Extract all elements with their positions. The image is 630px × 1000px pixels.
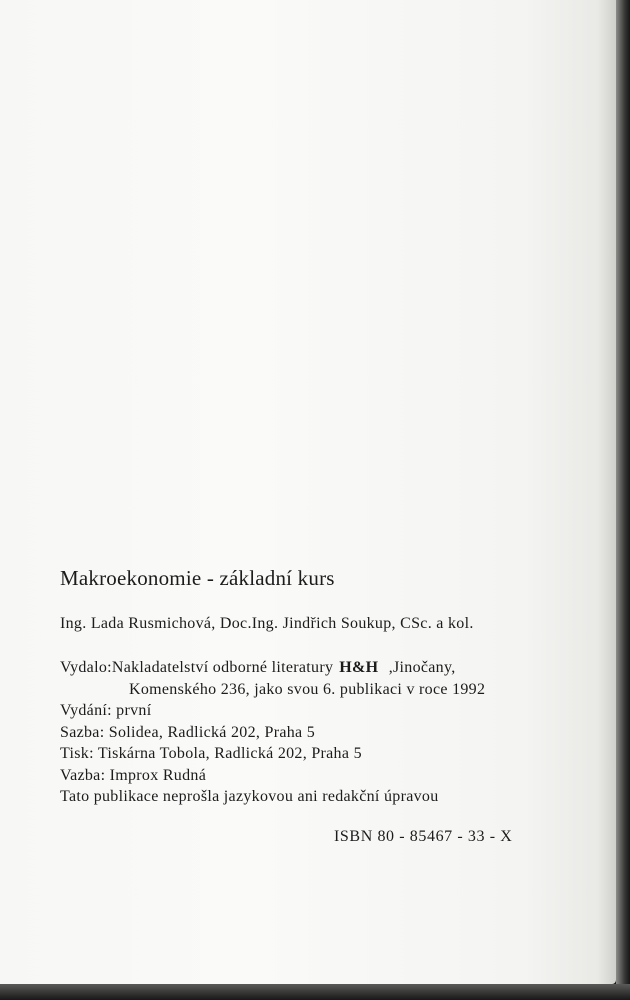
- printing-line: Tisk: Tiskárna Tobola, Radlická 202, Praha 5: [60, 745, 362, 762]
- book-title: Makroekonomie - základní kurs: [60, 566, 335, 590]
- publisher-text: [60, 659, 384, 676]
- publisher-name: Nakladatelství odborné literatury: [111, 659, 334, 676]
- binding-line: Vazba: Improx Rudná: [60, 766, 207, 784]
- publisher-brand: H&H: [339, 659, 379, 676]
- publisher-address-line: Komenského 236, jako svou 6. publikaci v roce 1992: [129, 680, 486, 698]
- published-label: Vydalo:: [60, 659, 112, 676]
- publisher-location: ,Jinočany,: [388, 659, 456, 676]
- page-edge-shadow: [616, 0, 630, 1000]
- edition-line: Vydání: první: [60, 702, 152, 719]
- typesetting-line: Sazba: Solidea, Radlická 202, Praha 5: [60, 723, 316, 741]
- imprint-block: [60, 657, 577, 808]
- isbn-number: ISBN 80 - 85467 - 33 - X: [334, 828, 513, 845]
- editorial-note-line: Tato publikace neprošla jazykovou ani redakční úpravou: [60, 788, 439, 805]
- book-authors: Ing. Lada Rusmichová, Doc.Ing. Jindřich Soukup, CSc. a kol.: [60, 615, 474, 632]
- publisher-line: [60, 657, 577, 679]
- page-bottom-shadow: [0, 984, 630, 1000]
